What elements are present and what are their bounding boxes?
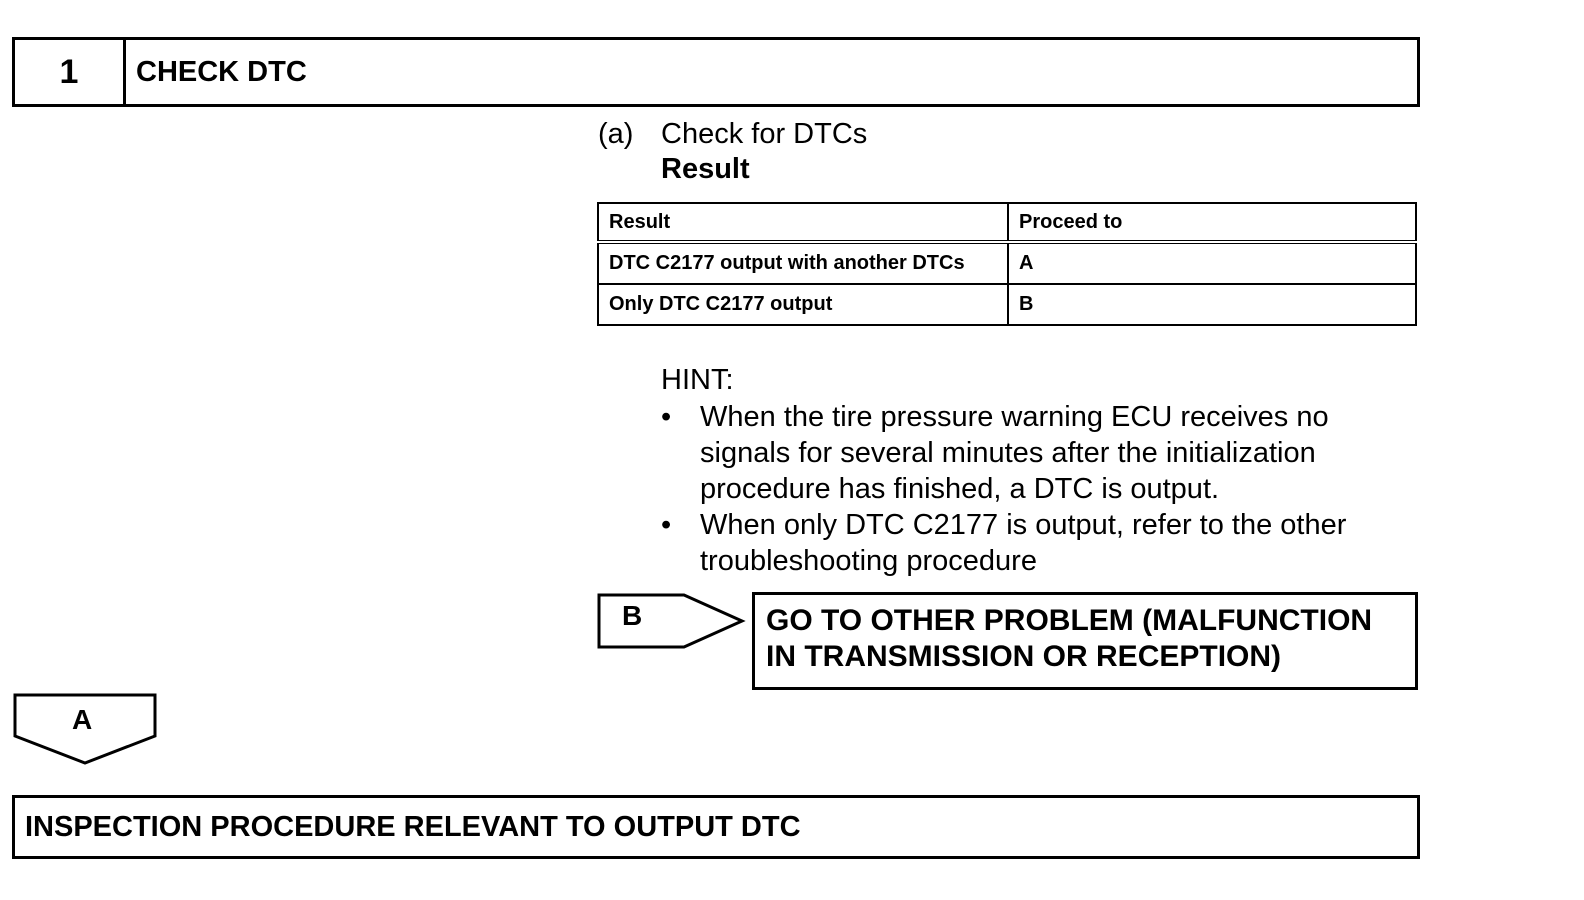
step-title: CHECK DTC: [136, 55, 307, 88]
table-header-result: Result: [598, 203, 1008, 242]
result-caption: Result: [661, 153, 750, 185]
branch-b-label: B: [622, 600, 643, 631]
hint-list: [661, 399, 1401, 579]
table-header-row: [598, 203, 1416, 242]
bullet-icon: •: [661, 401, 672, 433]
table-cell-result: Only DTC C2177 output: [598, 284, 1008, 325]
hint-item-text: When the tire pressure warning ECU receives no signals for several minutes after the initialization procedure has finished, a DTC is output.: [700, 401, 1329, 505]
table-row: [598, 284, 1416, 325]
hint-item: [661, 507, 1401, 579]
bullet-icon: •: [661, 509, 672, 541]
table-header-proceed: Proceed to: [1008, 203, 1416, 242]
hint-item-text: When only DTC C2177 is output, refer to the other troubleshooting procedure: [700, 509, 1347, 577]
table-row: [598, 242, 1416, 284]
branch-a-label: A: [72, 704, 93, 735]
next-procedure-box: [12, 795, 1420, 859]
branch-b-arrow-icon: [596, 592, 746, 650]
instruction-label: (a): [598, 118, 634, 150]
hint-label: HINT:: [661, 364, 734, 396]
result-table: [597, 202, 1417, 326]
hint-item: [661, 399, 1401, 507]
instruction-text: Check for DTCs: [661, 118, 868, 150]
step-header: [12, 37, 1420, 107]
table-cell-result: DTC C2177 output with another DTCs: [598, 242, 1008, 284]
branch-b-target-text: GO TO OTHER PROBLEM (MALFUNCTION IN TRANSMISSION OR RECEPTION): [766, 604, 1373, 673]
branch-b-target-box: [752, 592, 1418, 690]
step-number: 1: [15, 40, 126, 104]
table-cell-proceed: B: [1008, 284, 1416, 325]
next-procedure-text: INSPECTION PROCEDURE RELEVANT TO OUTPUT DTC: [25, 810, 801, 843]
table-cell-proceed: A: [1008, 242, 1416, 284]
